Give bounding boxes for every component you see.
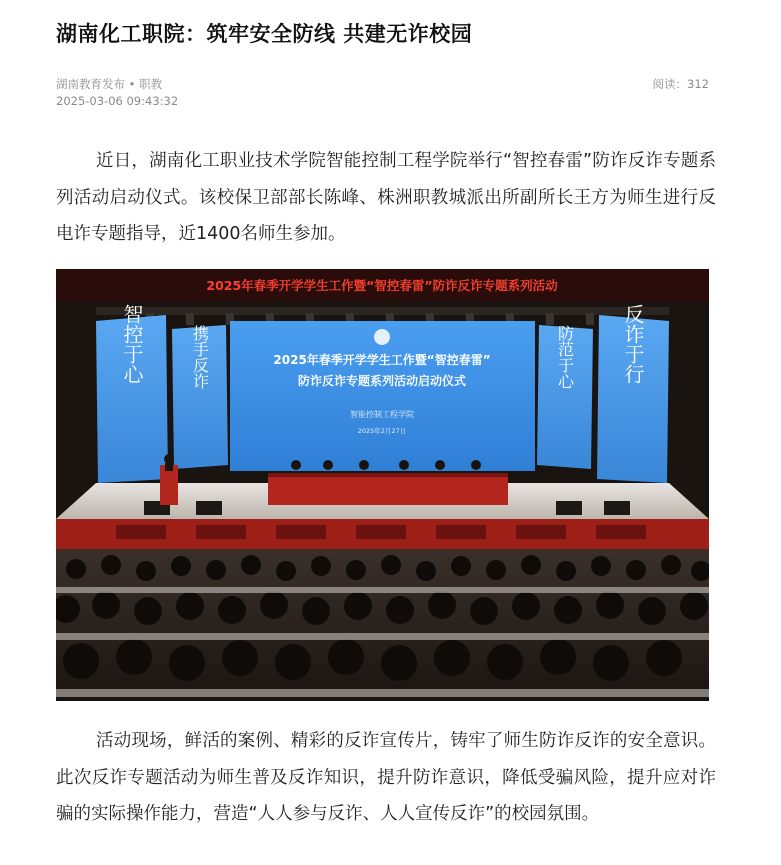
article-title: 湖南化工职院：筑牢安全防线 共建无诈校园	[56, 22, 473, 46]
paragraph-2: 活动现场，鲜活的案例、精彩的反诈宣传片，铸牢了师生防诈反诈的安全意识。此次反诈专题活动为师生普及反诈知识，提升防诈意识，降低受骗风险，提升应对诈骗的实际操作能力，营造“人人参与反诈、人人宣传反诈”的校园氛围。	[56, 731, 716, 824]
panel-text-left-outer: 智控于心	[120, 304, 144, 384]
screen-org: 智能控制工程学院	[350, 410, 414, 419]
article-meta	[56, 76, 178, 110]
panel-text-right-outer: 反诈于行	[621, 304, 645, 384]
event-photo-illustration	[56, 269, 709, 701]
paragraph-1: 近日，湖南化工职业技术学院智能控制工程学院举行“智控春雷”防诈反诈专题系列活动启动仪式。该校保卫部部长陈峰、株洲职教城派出所副所长王方为师生进行反电诈专题指导，近1400名师生参加。	[56, 151, 716, 244]
panel-text-left-inner: 携手反诈	[190, 325, 210, 389]
article-source[interactable]: 湖南教育发布 • 职教	[56, 77, 163, 91]
read-count: 阅读：312	[652, 77, 709, 91]
screen-title-line1: 2025年春季开学学生工作暨“智控春雷”	[273, 353, 491, 367]
screen-date: 2025年2月27日	[357, 427, 407, 435]
event-photo	[56, 269, 709, 701]
article-datetime: 2025-03-06 09:43:32	[56, 94, 179, 108]
screen-title-line2: 防诈反诈专题系列活动启动仪式	[297, 374, 467, 388]
panel-text-right-inner: 防范于心	[555, 325, 575, 389]
stage-banner: 2025年春季开学学生工作暨“智控春雷”防诈反诈专题系列活动	[206, 278, 558, 293]
